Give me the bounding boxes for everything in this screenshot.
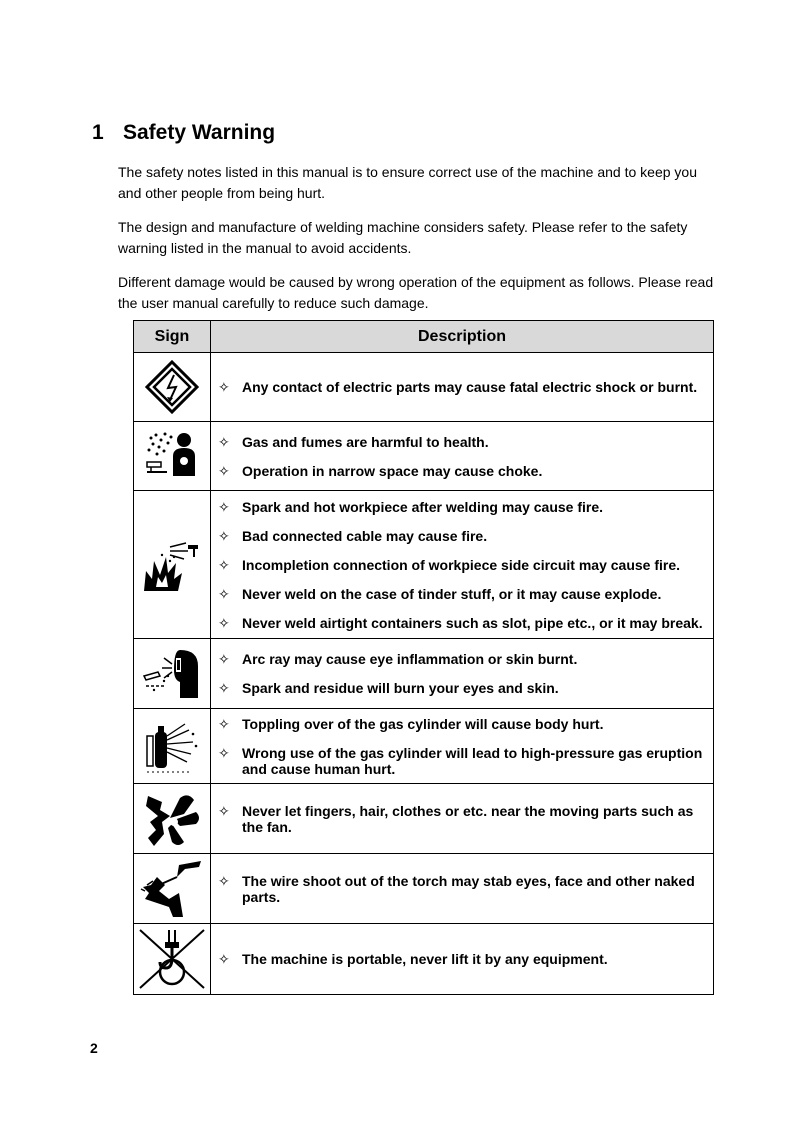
table-row [134,784,714,854]
header-sign: Sign [134,321,211,353]
fire-explosion-icon [140,537,204,593]
sign-cell [134,709,211,784]
description-cell [211,854,714,924]
list-item: ✧ Never weld airtight containers such as slot, pipe etc., or it may break. [218,614,703,631]
bullet-icon: ✧ [218,585,230,602]
electric-shock-icon [145,360,199,414]
bullet-icon: ✧ [218,379,230,395]
section-heading [92,121,275,145]
sign-cell [134,784,211,854]
table-row [134,353,714,422]
safety-table [133,320,714,995]
table-row [134,639,714,709]
moving-parts-icon [140,788,204,850]
description-cell [211,709,714,784]
list-item: ✧ Never weld on the case of tinder stuff, or it may cause explode. [218,585,662,602]
sign-cell [134,639,211,709]
description-cell [211,784,714,854]
gas-cylinder-icon [141,716,203,776]
description-cell [211,639,714,709]
list-item: ✧ Incompletion connection of workpiece side circuit may cause fire. [218,556,681,573]
bullet-icon: ✧ [218,872,230,889]
list-item: ✧ Arc ray may cause eye inflammation or skin burnt. [218,651,578,667]
table-header-row [134,321,714,353]
arc-ray-icon [140,646,204,702]
intro-paragraph-2: The design and manufacture of welding machine considers safety. Please refer to the safety warning listed in the manual to avoid accidents. [118,219,688,256]
sign-cell [134,854,211,924]
intro-paragraph-1: The safety notes listed in this manual is to ensure correct use of the machine and to keep you and other people from being hurt. [118,164,697,201]
bullet-icon: ✧ [218,556,230,573]
list-item: ✧ Toppling over of the gas cylinder will cause body hurt. [218,715,604,732]
fumes-icon [141,428,203,484]
table-row [134,422,714,491]
description-cell [211,924,714,995]
list-item: ✧ Spark and hot workpiece after welding may cause fire. [218,498,604,515]
sign-cell [134,491,211,639]
list-item: ✧ Any contact of electric parts may cause fatal electric shock or burnt. [218,379,698,395]
table-row [134,854,714,924]
description-cell [211,491,714,639]
table-row [134,709,714,784]
bullet-icon: ✧ [218,614,230,631]
description-cell [211,422,714,491]
bullet-icon: ✧ [218,951,230,967]
description-cell [211,353,714,422]
section-number: 1 [92,121,104,144]
list-item: ✧ Bad connected cable may cause fire. [218,527,488,544]
table-row [134,491,714,639]
header-description: Description [211,321,714,353]
bullet-icon: ✧ [218,680,230,696]
bullet-icon: ✧ [218,462,230,479]
section-title: Safety Warning [123,121,276,144]
list-item: ✧ Operation in narrow space may cause choke. [218,462,543,479]
bullet-icon: ✧ [218,744,230,761]
bullet-icon: ✧ [218,498,230,515]
intro-paragraph-3: Different damage would be caused by wrong operation of the equipment as follows. Please read the user manual carefully to reduce such damage. [118,274,714,311]
list-item: ✧ Spark and residue will burn your eyes and skin. [218,680,559,696]
sign-cell [134,422,211,491]
bullet-icon: ✧ [218,715,230,732]
table-row [134,924,714,995]
sign-cell [134,924,211,995]
bullet-icon: ✧ [218,802,230,819]
list-item: ✧ The wire shoot out of the torch may stab eyes, face and other naked parts. [218,872,695,905]
bullet-icon: ✧ [218,527,230,544]
list-item: ✧ Never let fingers, hair, clothes or etc. near the moving parts such as the fan. [218,802,694,835]
sign-cell [134,353,211,422]
bullet-icon: ✧ [218,651,230,667]
bullet-icon: ✧ [218,433,230,450]
no-lifting-icon [138,928,206,990]
list-item: ✧ Wrong use of the gas cylinder will lead to high-pressure gas eruption and cause human hurt. [218,744,703,777]
list-item: ✧ Gas and fumes are harmful to health. [218,433,489,450]
wire-stab-icon [139,859,205,919]
page-number: 2 [90,1040,98,1056]
list-item: ✧ The machine is portable, never lift it by any equipment. [218,951,608,967]
